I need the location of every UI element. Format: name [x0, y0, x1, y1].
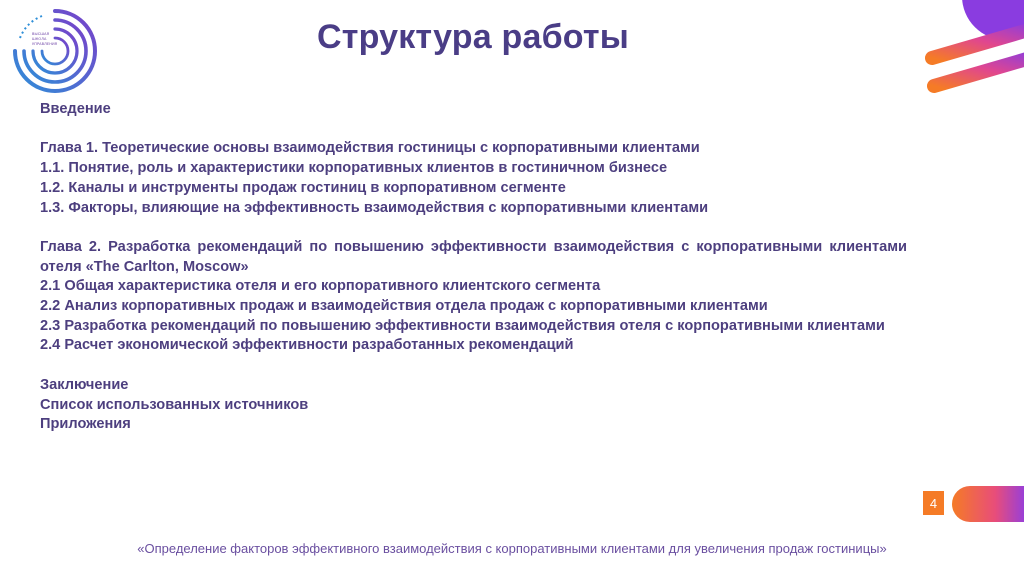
corner-decoration-top [914, 0, 1024, 110]
toc-references: Список использованных источников [40, 396, 309, 413]
toc-item: 2.3 Разработка рекомендаций по повышению эффективности взаимодействия отеля с корпоративными клиентами [40, 317, 885, 334]
footer-caption: «Определение факторов эффективного взаимодействия с корпоративными клиентами для увеличения продаж гостиницы» [137, 541, 887, 556]
toc-intro: Введение [40, 101, 111, 117]
logo-line: ШКОЛА [32, 37, 47, 41]
toc-item: 2.1 Общая характеристика отеля и его корпоративного клиентского сегмента [40, 278, 601, 295]
corner-decoration-bottom [950, 484, 1024, 524]
logo-line: УПРАВЛЕНИЯ [32, 42, 58, 46]
toc-conclusion: Заключение [40, 376, 129, 393]
table-of-contents [40, 100, 907, 435]
toc-chapter1-heading: Глава 1. Теоретические основы взаимодействия гостиницы с корпоративными клиентами [40, 140, 700, 157]
toc-item: 2.4 Расчет экономической эффективности разработанных рекомендаций [40, 337, 574, 354]
toc-appendices: Приложения [40, 416, 131, 433]
toc-chapter2-heading: Глава 2. Разработка рекомендаций по повышению эффективности взаимодействия с корпоративными клиентами отеля «The Carlton, Moscow» [40, 238, 907, 275]
logo-line: ВЫСШАЯ [32, 32, 50, 36]
toc-item: 2.2 Анализ корпоративных продаж и взаимодействия отдела продаж с корпоративными клиентами [40, 298, 768, 314]
page-number-badge: 4 [923, 491, 944, 515]
toc-item: 1.3. Факторы, влияющие на эффективность взаимодействия с корпоративными клиентами [40, 199, 709, 216]
toc-item: 1.2. Каналы и инструменты продаж гостиниц в корпоративном сегменте [40, 179, 566, 196]
toc-item: 1.1. Понятие, роль и характеристики корпоративных клиентов в гостиничном бизнесе [40, 160, 668, 177]
slide-title: Структура работы [316, 18, 630, 56]
